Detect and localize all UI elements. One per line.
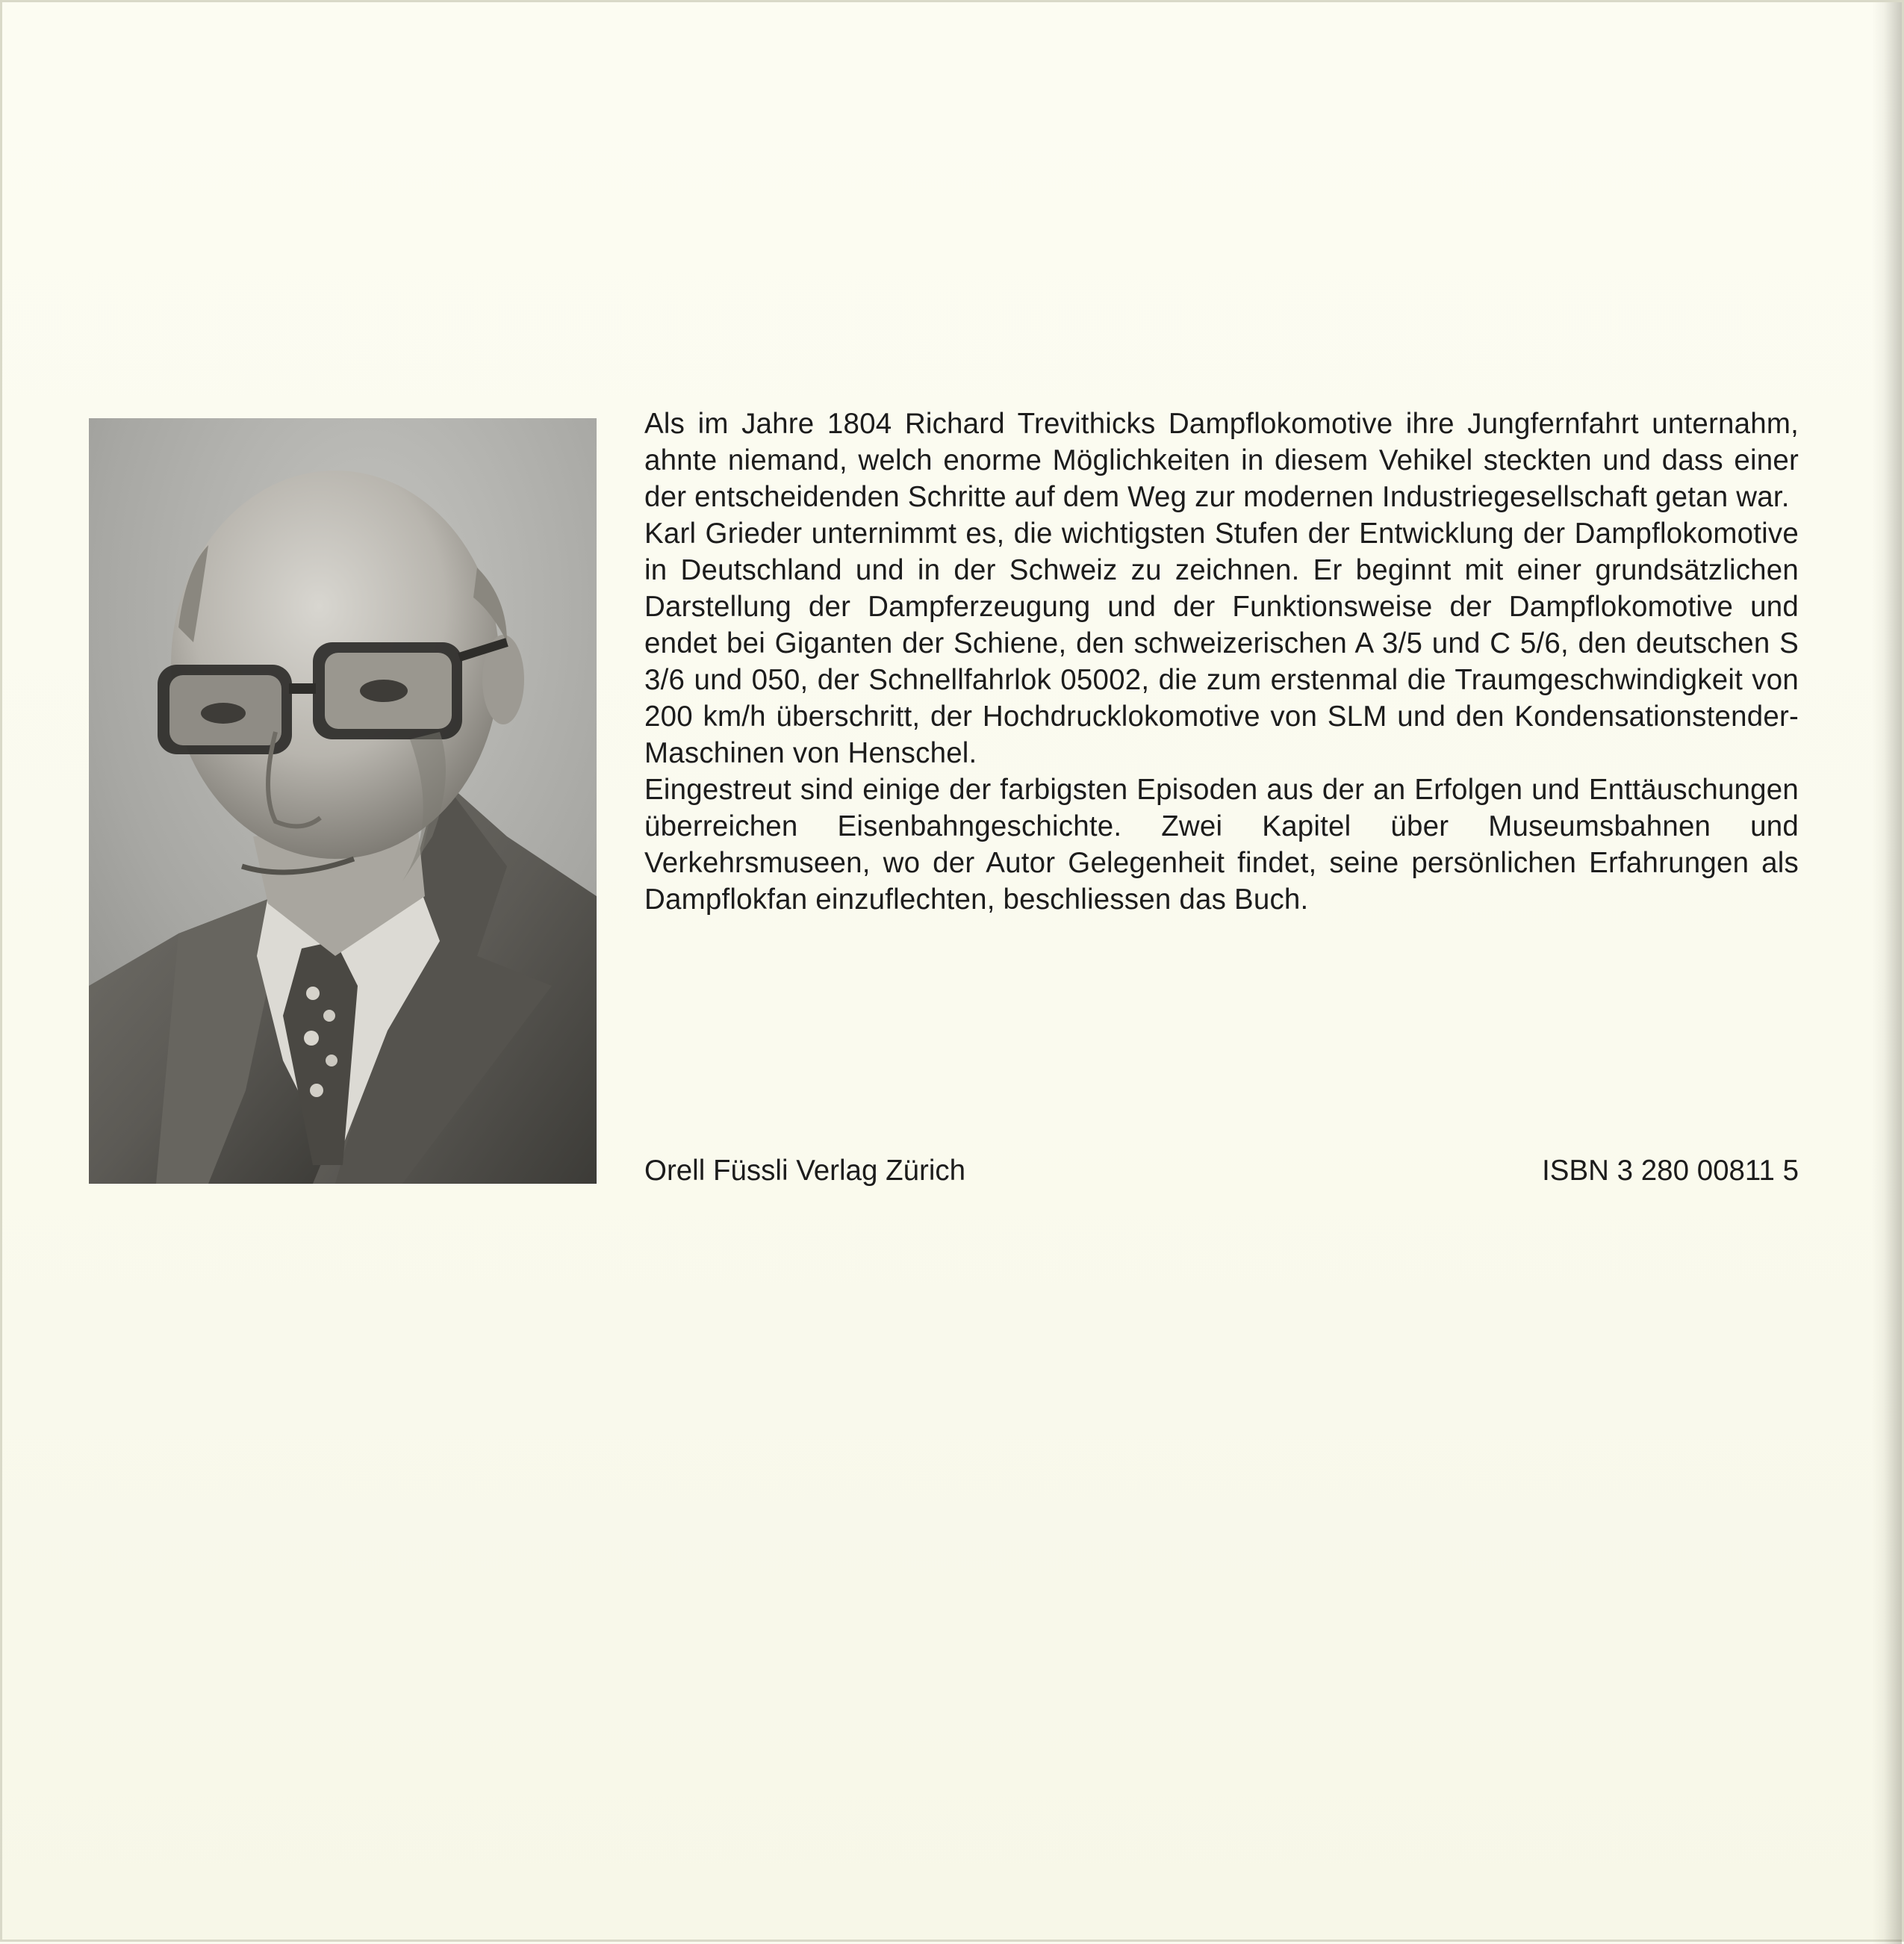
blurb-paragraph: Karl Grieder unternimmt es, die wichtigsten Stufen der Entwicklung der Dampflokomotive in Deutschland und in der Schweiz zu zeichnen. Er beginnt mit einer grundsätzlichen Darstellung der Dampferzeugung und der Funktionsweise der Dampflokomotive und endet bei Giganten der Schiene, den schweizerischen A 3/5 und C 5/6, den deutschen S 3/6 und 050, der Schnellfahrlok 05002, die zum erstenmal die Traumgeschwindigkeit von 200 km/h überschritt, der Hochdrucklokomotive von SLM und den Kondensationstender-Maschinen von Henschel. <box>644 518 1799 769</box>
cover-footer <box>644 1152 1799 1190</box>
author-portrait-drawing <box>89 418 597 1184</box>
publisher-name: Orell Füssli Verlag Zürich <box>644 1155 966 1187</box>
blurb-text <box>644 406 1799 918</box>
blurb-paragraph: Eingestreut sind einige der farbigsten Episoden aus der an Erfolgen und Enttäuschungen überreichen Eisenbahngeschichte. Zwei Kapitel über Museumsbahnen und Verkehrsmuseen, wo der Autor Gelegenheit findet, seine persönlichen Erfahrungen als Dampflokfan einzuflechten, beschliessen das Buch. <box>644 774 1799 916</box>
author-portrait-photo <box>89 418 597 1184</box>
isbn-number: ISBN 3 280 00811 5 <box>1542 1155 1799 1187</box>
blurb-paragraph: Als im Jahre 1804 Richard Trevithicks Dampflokomotive ihre Jungfernfahrt unternahm, ahnte niemand, welch enorme Möglichkeiten in diesem Vehikel steckten und dass einer der entscheidenden Schritte auf dem Weg zur modernen Industriegesellschaft getan war. <box>644 408 1799 513</box>
spine-shadow <box>1872 2 1902 1944</box>
